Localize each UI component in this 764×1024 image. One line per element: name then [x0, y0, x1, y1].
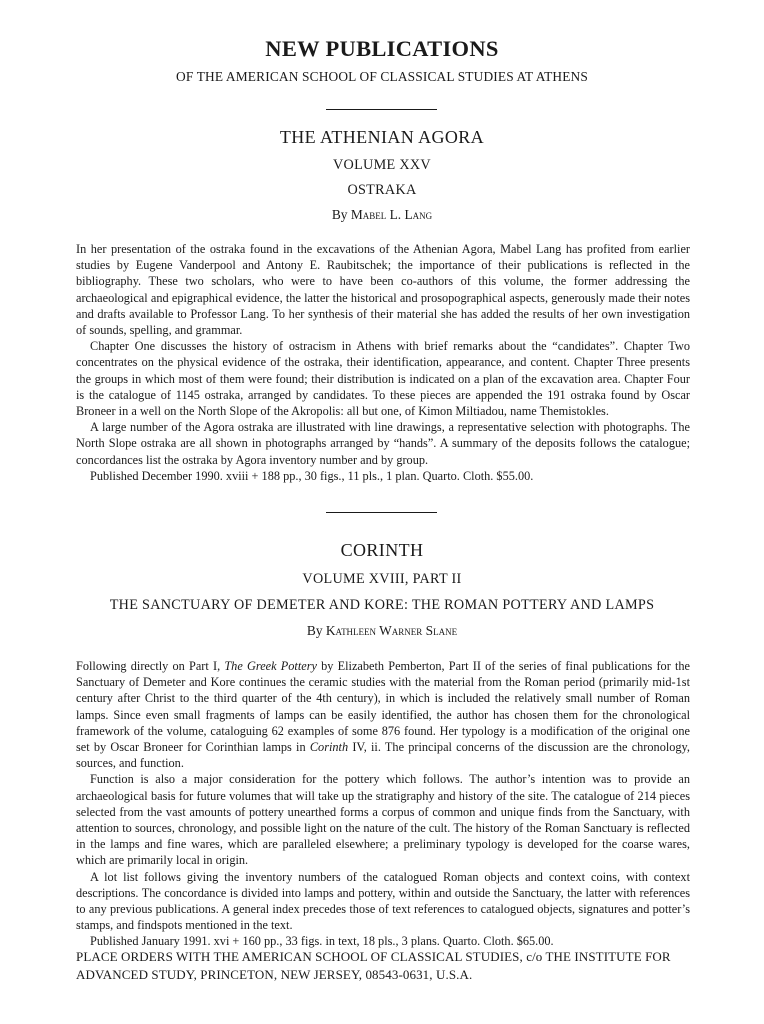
publication-details: Published January 1991. xvi + 160 pp., 33 figs. in text, 18 pls., 3 plans. Quarto. Cloth. $65.00.	[90, 934, 554, 949]
paragraph	[76, 658, 690, 771]
volume-label-corinth: VOLUME XVIII, PART II	[302, 571, 462, 587]
paragraph: In her presentation of the ostraka found in the excavations of the Athenian Agora, Mabel Lang has profited from earlier studies by Eugene Vanderpool and Antony E. Raubitschek; the importance of their publications is reflected in the bibliography. These two scholars, who were to have been co-authors of this volume, the former addressing the archaeological and epigraphical evidence, the latter the historical and prosopographical aspects, generously made their notes and drafts available to Professor Lang. To her synthesis of their material she has added the results of her own investigation of sounds, spelling, and grammar.	[76, 242, 690, 338]
paragraph: A large number of the Agora ostraka are illustrated with line drawings, a representative selection with photographs. The North Slope ostraka are all shown in photographs arranged by “hands”. A summary of the deposits follows the catalogue; concordances list the ostraka by Agora inventory number and by group.	[76, 420, 690, 467]
publication-details: Published December 1990. xviii + 188 pp., 30 figs., 11 pls., 1 plan. Quarto. Cloth. $55.00.	[90, 468, 534, 483]
section-title-agora: THE ATHENIAN AGORA	[279, 127, 485, 147]
page-title: NEW PUBLICATIONS	[265, 36, 499, 61]
book-title: Corinth	[309, 740, 349, 755]
book-title: The Greek Pottery	[224, 659, 317, 673]
order-information: PLACE ORDERS WITH THE AMERICAN SCHOOL OF CLASSICAL STUDIES, c/o THE INSTITUTE FOR ADVANCED STUDY, PRINCETON, NEW JERSEY, 08543-0631, U.S.A.	[76, 949, 671, 982]
paragraph: A lot list follows giving the inventory numbers of the catalogued Roman objects and context coins, with context descriptions. The concordance is divided into lamps and pottery, within and outside the Sanctuary, the latter with references to any previous publications. A general index precedes those of text references to catalogued objects, signatures and potter’s stamps, and findspots mentioned in the text.	[76, 869, 690, 933]
author-prefix: By	[331, 207, 351, 222]
description-agora	[76, 241, 690, 484]
author-name: Kathleen Warner Slane	[325, 623, 458, 638]
author-prefix: By	[306, 623, 326, 638]
author-line-agora	[0, 207, 764, 223]
divider-rule	[326, 512, 437, 513]
page-subtitle: OF THE AMERICAN SCHOOL OF CLASSICAL STUDIES AT ATHENS	[176, 69, 588, 84]
paragraph: Chapter One discusses the history of ostracism in Athens with brief remarks about the “candidates”. Chapter Two concentrates on the physical evidence of the ostraka, their identification, appearance, and content. Chapter Three presents the groups in which most of them were found; their distribution is indicated on a plan of the excavation area. Chapter Four is the catalogue of 1145 ostraka, arranged by candidates. To these pieces are appended the 191 ostraka found by Oscar Broneer in a well on the North Slope of the Akropolis: all but one, of Kimon Miltiadou, name Themistokles.	[76, 339, 690, 419]
description-corinth	[76, 658, 690, 950]
author-name: Mabel L. Lang	[350, 207, 433, 222]
text-run: IV, ii. The principal concerns of the discussion are the chronology, sources, and function.	[76, 740, 690, 771]
subject-label-agora: OSTRAKA	[347, 182, 417, 198]
divider-rule	[326, 109, 437, 110]
author-line-corinth	[0, 623, 764, 639]
text-run: by Elizabeth Pemberton, Part II of the series of final publications for the Sanctuary of Demeter and Kore continues the ceramic studies with the material from the Roman period (primarily mid-1st century after Christ to the third quarter of the 4th century), in which is included the relatively small number of Roman lamps. Since even small fragments of lamps can be easily identified, the author has chosen them for the chronological framework of the volume, cataloguing 62 examples of some 876 found. Her typology is a modification of the original one set by Oscar Broneer for Corinthian lamps in	[76, 659, 691, 755]
subject-label-corinth: THE SANCTUARY OF DEMETER AND KORE: THE ROMAN POTTERY AND LAMPS	[109, 597, 655, 613]
paragraph: Function is also a major consideration for the pottery which follows. The author’s intention was to provide an archaeological basis for future volumes that will take up the stratigraphy and history of the site. The catalogue of 214 pieces selected from the vast amounts of pottery unearthed forms a corpus of common and unique finds from the Sanctuary, with attention to sources, chronology, and possible light on the nature of the cult. The history of the Roman Sanctuary is reflected in the lamps and fine wares, which are paralleled elsewhere; a preliminary typology is developed for the coarse wares, which are primarily local in origin.	[76, 772, 690, 868]
text-run: Following directly on Part I,	[76, 659, 225, 673]
volume-label-agora: VOLUME XXV	[333, 157, 431, 173]
section-title-corinth: CORINTH	[340, 540, 424, 560]
